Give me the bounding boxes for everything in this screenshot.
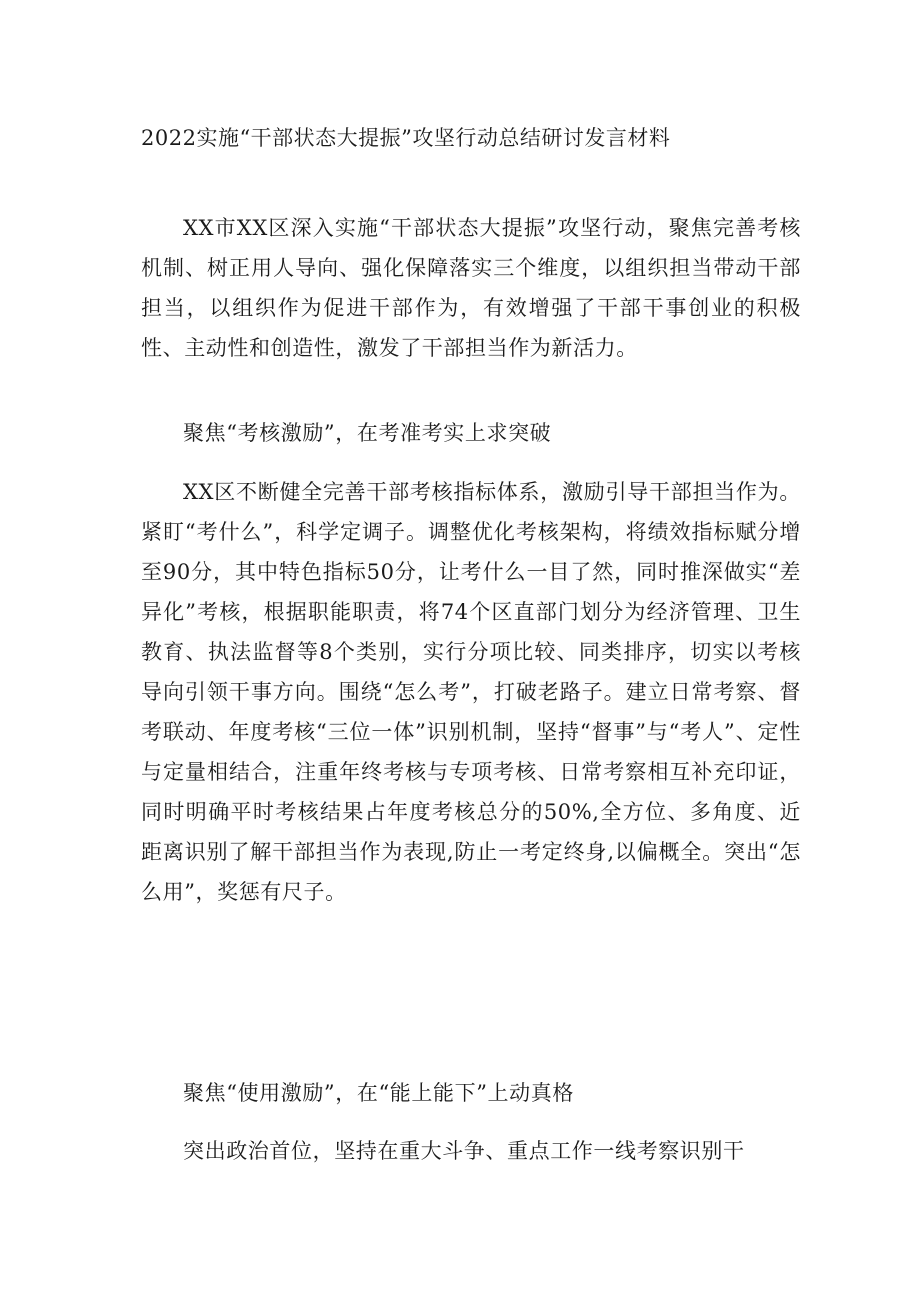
section-body-assessment: XX区不断健全完善干部考核指标体系，激励引导干部担当作为。紧盯“考什么”，科学定调子。调整优化考核架构，将绩效指标赋分增至90分，其中特色指标50分，让考什么一目了然，同时推深做实“差异化”考核，根据职能职责，将74个区直部门划分为经济管理、卫生教育、执法监督等8个类别，实行分项比较、同类排序，切实以考核导向引领干事方向。围绕“怎么考”，打破老路子。建立日常考察、督考联动、年度考核“三位一体”识别机制，坚持“督事”与“考人”、定性与定量相结合，注重年终考核与专项考核、日常考察相互补充印证，同时明确平时考核结果占年度考核总分的50%,全方位、多角度、近距离识别了解干部担当作为表现,防止一考定终身,以偏概全。突出“怎么用”，奖惩有尺子。 [141,480,801,904]
section-heading-appointment: 聚焦“使用激励”，在“能上能下”上动真格 [183,1081,574,1105]
document-title: 2022实施“干部状态大提振”攻坚行动总结研讨发言材料 [141,126,671,150]
section-heading-assessment: 聚焦“考核激励”，在考准考实上求突破 [183,421,552,445]
section-body-appointment: 突出政治首位，坚持在重大斗争、重点工作一线考察识别干 [183,1139,745,1163]
intro-paragraph: XX市XX区深入实施“干部状态大提振”攻坚行动，聚焦完善考核机制、树正用人导向、强化保障落实三个维度，以组织担当带动干部担当，以组织作为促进干部作为，有效增强了干部干事创业的积极性、主动性和创造性，激发了干部担当作为新活力。 [141,216,801,360]
